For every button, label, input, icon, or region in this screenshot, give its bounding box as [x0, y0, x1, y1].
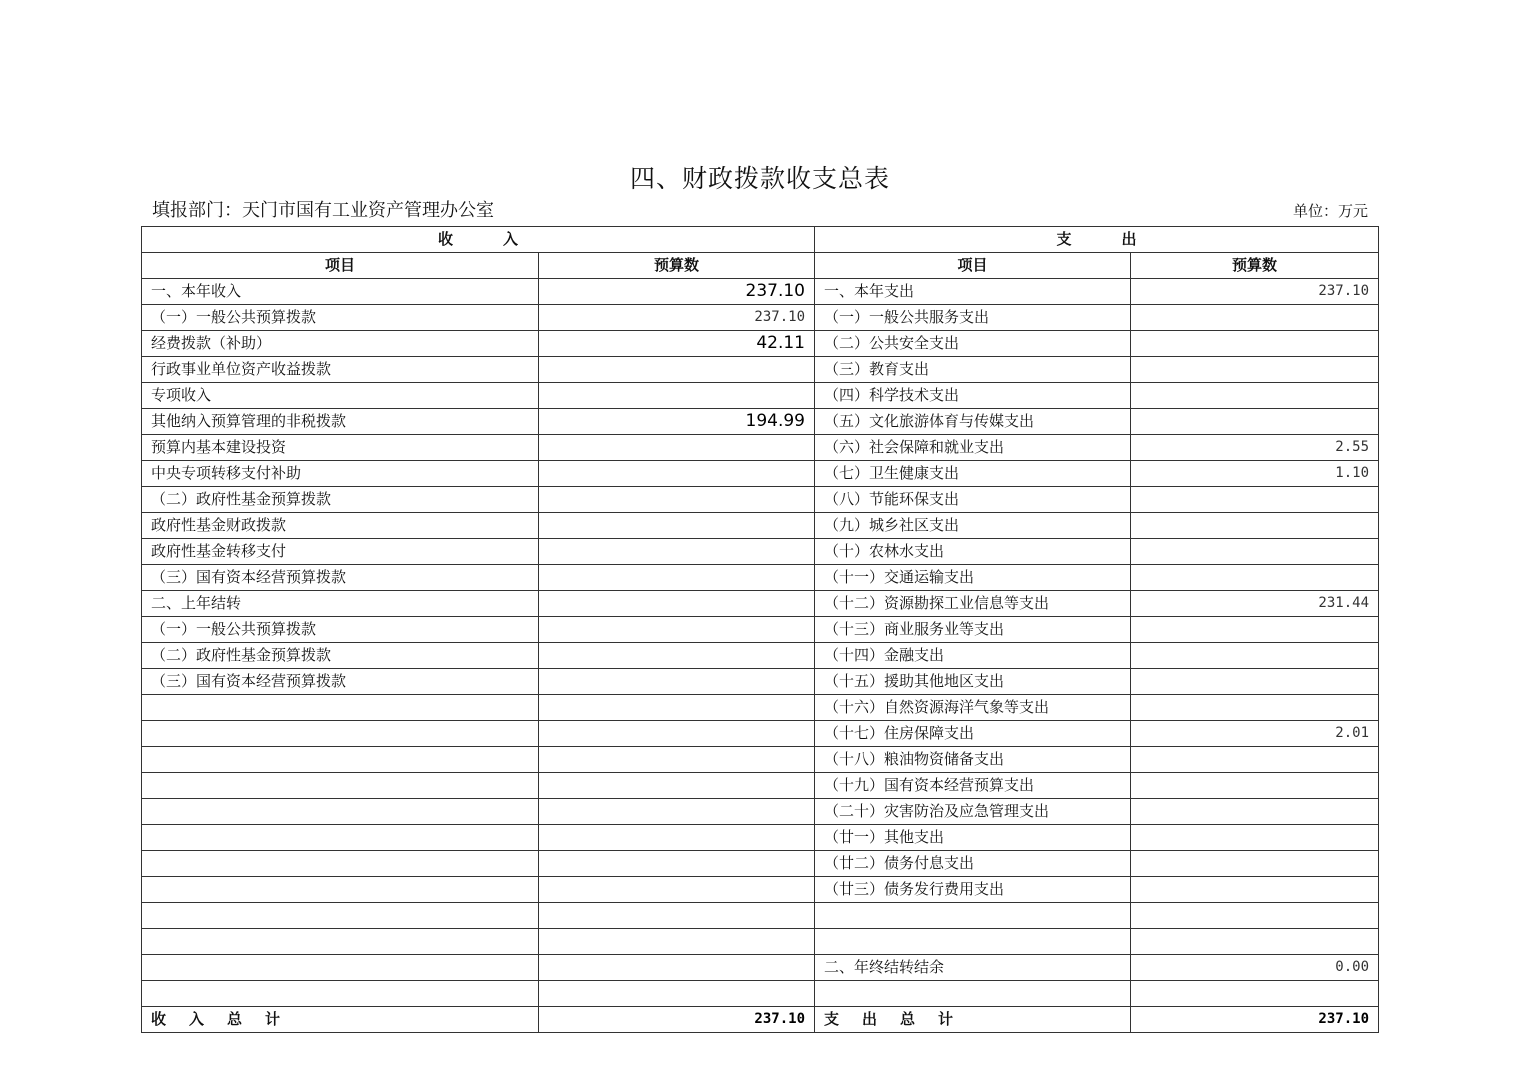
- total-row: [142, 1007, 1379, 1033]
- income-item-cell: 一、本年收入: [142, 279, 539, 305]
- expense-item-cell: （十三）商业服务业等支出: [815, 617, 1131, 643]
- expense-value-cell: [1131, 851, 1379, 877]
- total-label-char: 出: [862, 1010, 878, 1028]
- income-value-cell: [539, 565, 815, 591]
- expense-value-cell: [1131, 331, 1379, 357]
- income-value-cell: [539, 851, 815, 877]
- income-item-cell: [142, 773, 539, 799]
- expense-item-cell: （十八）粮油物资储备支出: [815, 747, 1131, 773]
- expense-value-cell: 231.44: [1131, 591, 1379, 617]
- expense-item-cell: （二）公共安全支出: [815, 331, 1131, 357]
- expense-value-cell: 2.55: [1131, 435, 1379, 461]
- income-value-cell: [539, 643, 815, 669]
- expense-item-cell: （十五）援助其他地区支出: [815, 669, 1131, 695]
- income-value-cell: [539, 435, 815, 461]
- income-item-cell: 经费拨款（补助）: [142, 331, 539, 357]
- table-row: [142, 539, 1379, 565]
- income-value-cell: [539, 669, 815, 695]
- expense-item-header: 项目: [815, 253, 1131, 279]
- income-item-cell: [142, 929, 539, 955]
- budget-table: [141, 226, 1379, 1033]
- table-row: [142, 903, 1379, 929]
- expense-item-cell: [815, 903, 1131, 929]
- total-label-char: 计: [265, 1010, 281, 1028]
- table-row: [142, 461, 1379, 487]
- table-row: [142, 435, 1379, 461]
- expense-value-cell: [1131, 799, 1379, 825]
- expense-value-cell: [1131, 747, 1379, 773]
- expense-item-cell: （十）农林水支出: [815, 539, 1131, 565]
- expense-value-cell: [1131, 305, 1379, 331]
- table-row: [142, 721, 1379, 747]
- table-row: [142, 331, 1379, 357]
- total-label-char: 计: [938, 1010, 954, 1028]
- income-value-cell: [539, 825, 815, 851]
- expense-value-cell: [1131, 981, 1379, 1007]
- unit-label: 单位：万元: [1292, 202, 1368, 220]
- expense-item-cell: （十一）交通运输支出: [815, 565, 1131, 591]
- expense-item-cell: （七）卫生健康支出: [815, 461, 1131, 487]
- table-row: [142, 929, 1379, 955]
- table-row: [142, 279, 1379, 305]
- expense-value-cell: [1131, 695, 1379, 721]
- income-item-cell: [142, 799, 539, 825]
- income-value-cell: [539, 981, 815, 1007]
- expense-item-cell: （十七）住房保障支出: [815, 721, 1131, 747]
- total-label-char: 总: [227, 1010, 243, 1028]
- income-value-cell: [539, 747, 815, 773]
- income-item-cell: [142, 877, 539, 903]
- income-item-cell: （三）国有资本经营预算拨款: [142, 669, 539, 695]
- income-item-cell: 政府性基金转移支付: [142, 539, 539, 565]
- expense-value-cell: 1.10: [1131, 461, 1379, 487]
- expense-value-cell: [1131, 513, 1379, 539]
- expense-item-cell: （八）节能环保支出: [815, 487, 1131, 513]
- expense-item-cell: [815, 929, 1131, 955]
- expense-item-cell: （廿二）债务付息支出: [815, 851, 1131, 877]
- expense-value-cell: 2.01: [1131, 721, 1379, 747]
- table-row: [142, 383, 1379, 409]
- expense-value-cell: [1131, 825, 1379, 851]
- expense-value-cell: [1131, 877, 1379, 903]
- expense-total-label: [815, 1007, 1131, 1033]
- expense-item-cell: [815, 981, 1131, 1007]
- income-item-cell: [142, 825, 539, 851]
- expense-value-cell: [1131, 929, 1379, 955]
- income-value-cell: [539, 617, 815, 643]
- income-item-cell: [142, 981, 539, 1007]
- expense-item-cell: （廿三）债务发行费用支出: [815, 877, 1131, 903]
- income-budget-header: 预算数: [539, 253, 815, 279]
- income-header-char: 入: [503, 230, 519, 248]
- income-value-cell: [539, 877, 815, 903]
- table-row: [142, 851, 1379, 877]
- income-item-cell: [142, 851, 539, 877]
- income-value-cell: [539, 461, 815, 487]
- expense-value-cell: [1131, 409, 1379, 435]
- expense-item-cell: （十六）自然资源海洋气象等支出: [815, 695, 1131, 721]
- table-row: [142, 617, 1379, 643]
- income-section-header: [142, 227, 815, 253]
- expense-item-cell: （十二）资源勘探工业信息等支出: [815, 591, 1131, 617]
- table-row: [142, 357, 1379, 383]
- expense-item-cell: （四）科学技术支出: [815, 383, 1131, 409]
- expense-value-cell: [1131, 539, 1379, 565]
- income-item-cell: [142, 903, 539, 929]
- expense-value-cell: [1131, 617, 1379, 643]
- expense-item-cell: （五）文化旅游体育与传媒支出: [815, 409, 1131, 435]
- table-row: [142, 981, 1379, 1007]
- column-header-row: [142, 253, 1379, 279]
- table-row: [142, 695, 1379, 721]
- income-value-cell: [539, 539, 815, 565]
- expense-value-cell: [1131, 487, 1379, 513]
- income-item-cell: 专项收入: [142, 383, 539, 409]
- table-row: [142, 305, 1379, 331]
- income-value-cell: [539, 513, 815, 539]
- total-label-char: 收: [151, 1010, 167, 1028]
- expense-header-char: 出: [1121, 230, 1137, 248]
- expense-value-cell: 0.00: [1131, 955, 1379, 981]
- total-label-char: 总: [900, 1010, 916, 1028]
- income-value-cell: [539, 929, 815, 955]
- income-total-label: [142, 1007, 539, 1033]
- table-row: [142, 513, 1379, 539]
- income-item-cell: 二、上年结转: [142, 591, 539, 617]
- income-item-cell: （一）一般公共预算拨款: [142, 617, 539, 643]
- expense-item-cell: 一、本年支出: [815, 279, 1131, 305]
- table-row: [142, 825, 1379, 851]
- expense-header-char: 支: [1056, 230, 1072, 248]
- expense-item-cell: （九）城乡社区支出: [815, 513, 1131, 539]
- income-value-cell: 194.99: [539, 409, 815, 435]
- expense-value-cell: [1131, 903, 1379, 929]
- income-value-cell: [539, 487, 815, 513]
- income-total-value: 237.10: [539, 1007, 815, 1033]
- expense-value-cell: [1131, 643, 1379, 669]
- total-label-char: 支: [824, 1010, 840, 1028]
- expense-item-cell: （二十）灾害防治及应急管理支出: [815, 799, 1131, 825]
- income-item-cell: （二）政府性基金预算拨款: [142, 487, 539, 513]
- income-item-cell: 政府性基金财政拨款: [142, 513, 539, 539]
- expense-item-cell: （廿一）其他支出: [815, 825, 1131, 851]
- income-value-cell: [539, 721, 815, 747]
- expense-value-cell: [1131, 669, 1379, 695]
- income-item-header: 项目: [142, 253, 539, 279]
- expense-value-cell: [1131, 383, 1379, 409]
- expense-item-cell: （十四）金融支出: [815, 643, 1131, 669]
- table-row: [142, 669, 1379, 695]
- expense-value-cell: [1131, 357, 1379, 383]
- table-row: [142, 487, 1379, 513]
- income-header-char: 收: [437, 230, 453, 248]
- table-row: [142, 877, 1379, 903]
- department-label: 填报部门：天门市国有工业资产管理办公室: [152, 200, 494, 221]
- income-item-cell: [142, 721, 539, 747]
- income-item-cell: （三）国有资本经营预算拨款: [142, 565, 539, 591]
- income-value-cell: [539, 773, 815, 799]
- expense-value-cell: [1131, 773, 1379, 799]
- table-row: [142, 747, 1379, 773]
- expense-item-cell: （三）教育支出: [815, 357, 1131, 383]
- section-header-row: [142, 227, 1379, 253]
- income-value-cell: [539, 591, 815, 617]
- income-value-cell: [539, 903, 815, 929]
- table-row: [142, 409, 1379, 435]
- expense-value-cell: [1131, 565, 1379, 591]
- table-row: [142, 799, 1379, 825]
- income-item-cell: 预算内基本建设投资: [142, 435, 539, 461]
- income-item-cell: 行政事业单位资产收益拨款: [142, 357, 539, 383]
- income-value-cell: [539, 955, 815, 981]
- income-value-cell: [539, 383, 815, 409]
- income-value-cell: [539, 799, 815, 825]
- income-value-cell: [539, 695, 815, 721]
- expense-item-cell: （十九）国有资本经营预算支出: [815, 773, 1131, 799]
- table-body: [142, 279, 1379, 1007]
- expense-section-header: [815, 227, 1379, 253]
- table-row: [142, 643, 1379, 669]
- table-row: [142, 955, 1379, 981]
- income-item-cell: （二）政府性基金预算拨款: [142, 643, 539, 669]
- income-item-cell: [142, 695, 539, 721]
- income-value-cell: 237.10: [539, 279, 815, 305]
- income-value-cell: 237.10: [539, 305, 815, 331]
- expense-item-cell: （六）社会保障和就业支出: [815, 435, 1131, 461]
- income-value-cell: [539, 357, 815, 383]
- page-title: 四、财政拨款收支总表: [629, 164, 890, 193]
- income-item-cell: 其他纳入预算管理的非税拨款: [142, 409, 539, 435]
- table-row: [142, 773, 1379, 799]
- expense-value-cell: 237.10: [1131, 279, 1379, 305]
- income-item-cell: [142, 747, 539, 773]
- table-row: [142, 591, 1379, 617]
- income-item-cell: 中央专项转移支付补助: [142, 461, 539, 487]
- income-item-cell: [142, 955, 539, 981]
- expense-item-cell: 二、年终结转结余: [815, 955, 1131, 981]
- table-row: [142, 565, 1379, 591]
- expense-item-cell: （一）一般公共服务支出: [815, 305, 1131, 331]
- income-value-cell: 42.11: [539, 331, 815, 357]
- expense-total-value: 237.10: [1131, 1007, 1379, 1033]
- total-label-char: 入: [189, 1010, 205, 1028]
- expense-budget-header: 预算数: [1131, 253, 1379, 279]
- income-item-cell: （一）一般公共预算拨款: [142, 305, 539, 331]
